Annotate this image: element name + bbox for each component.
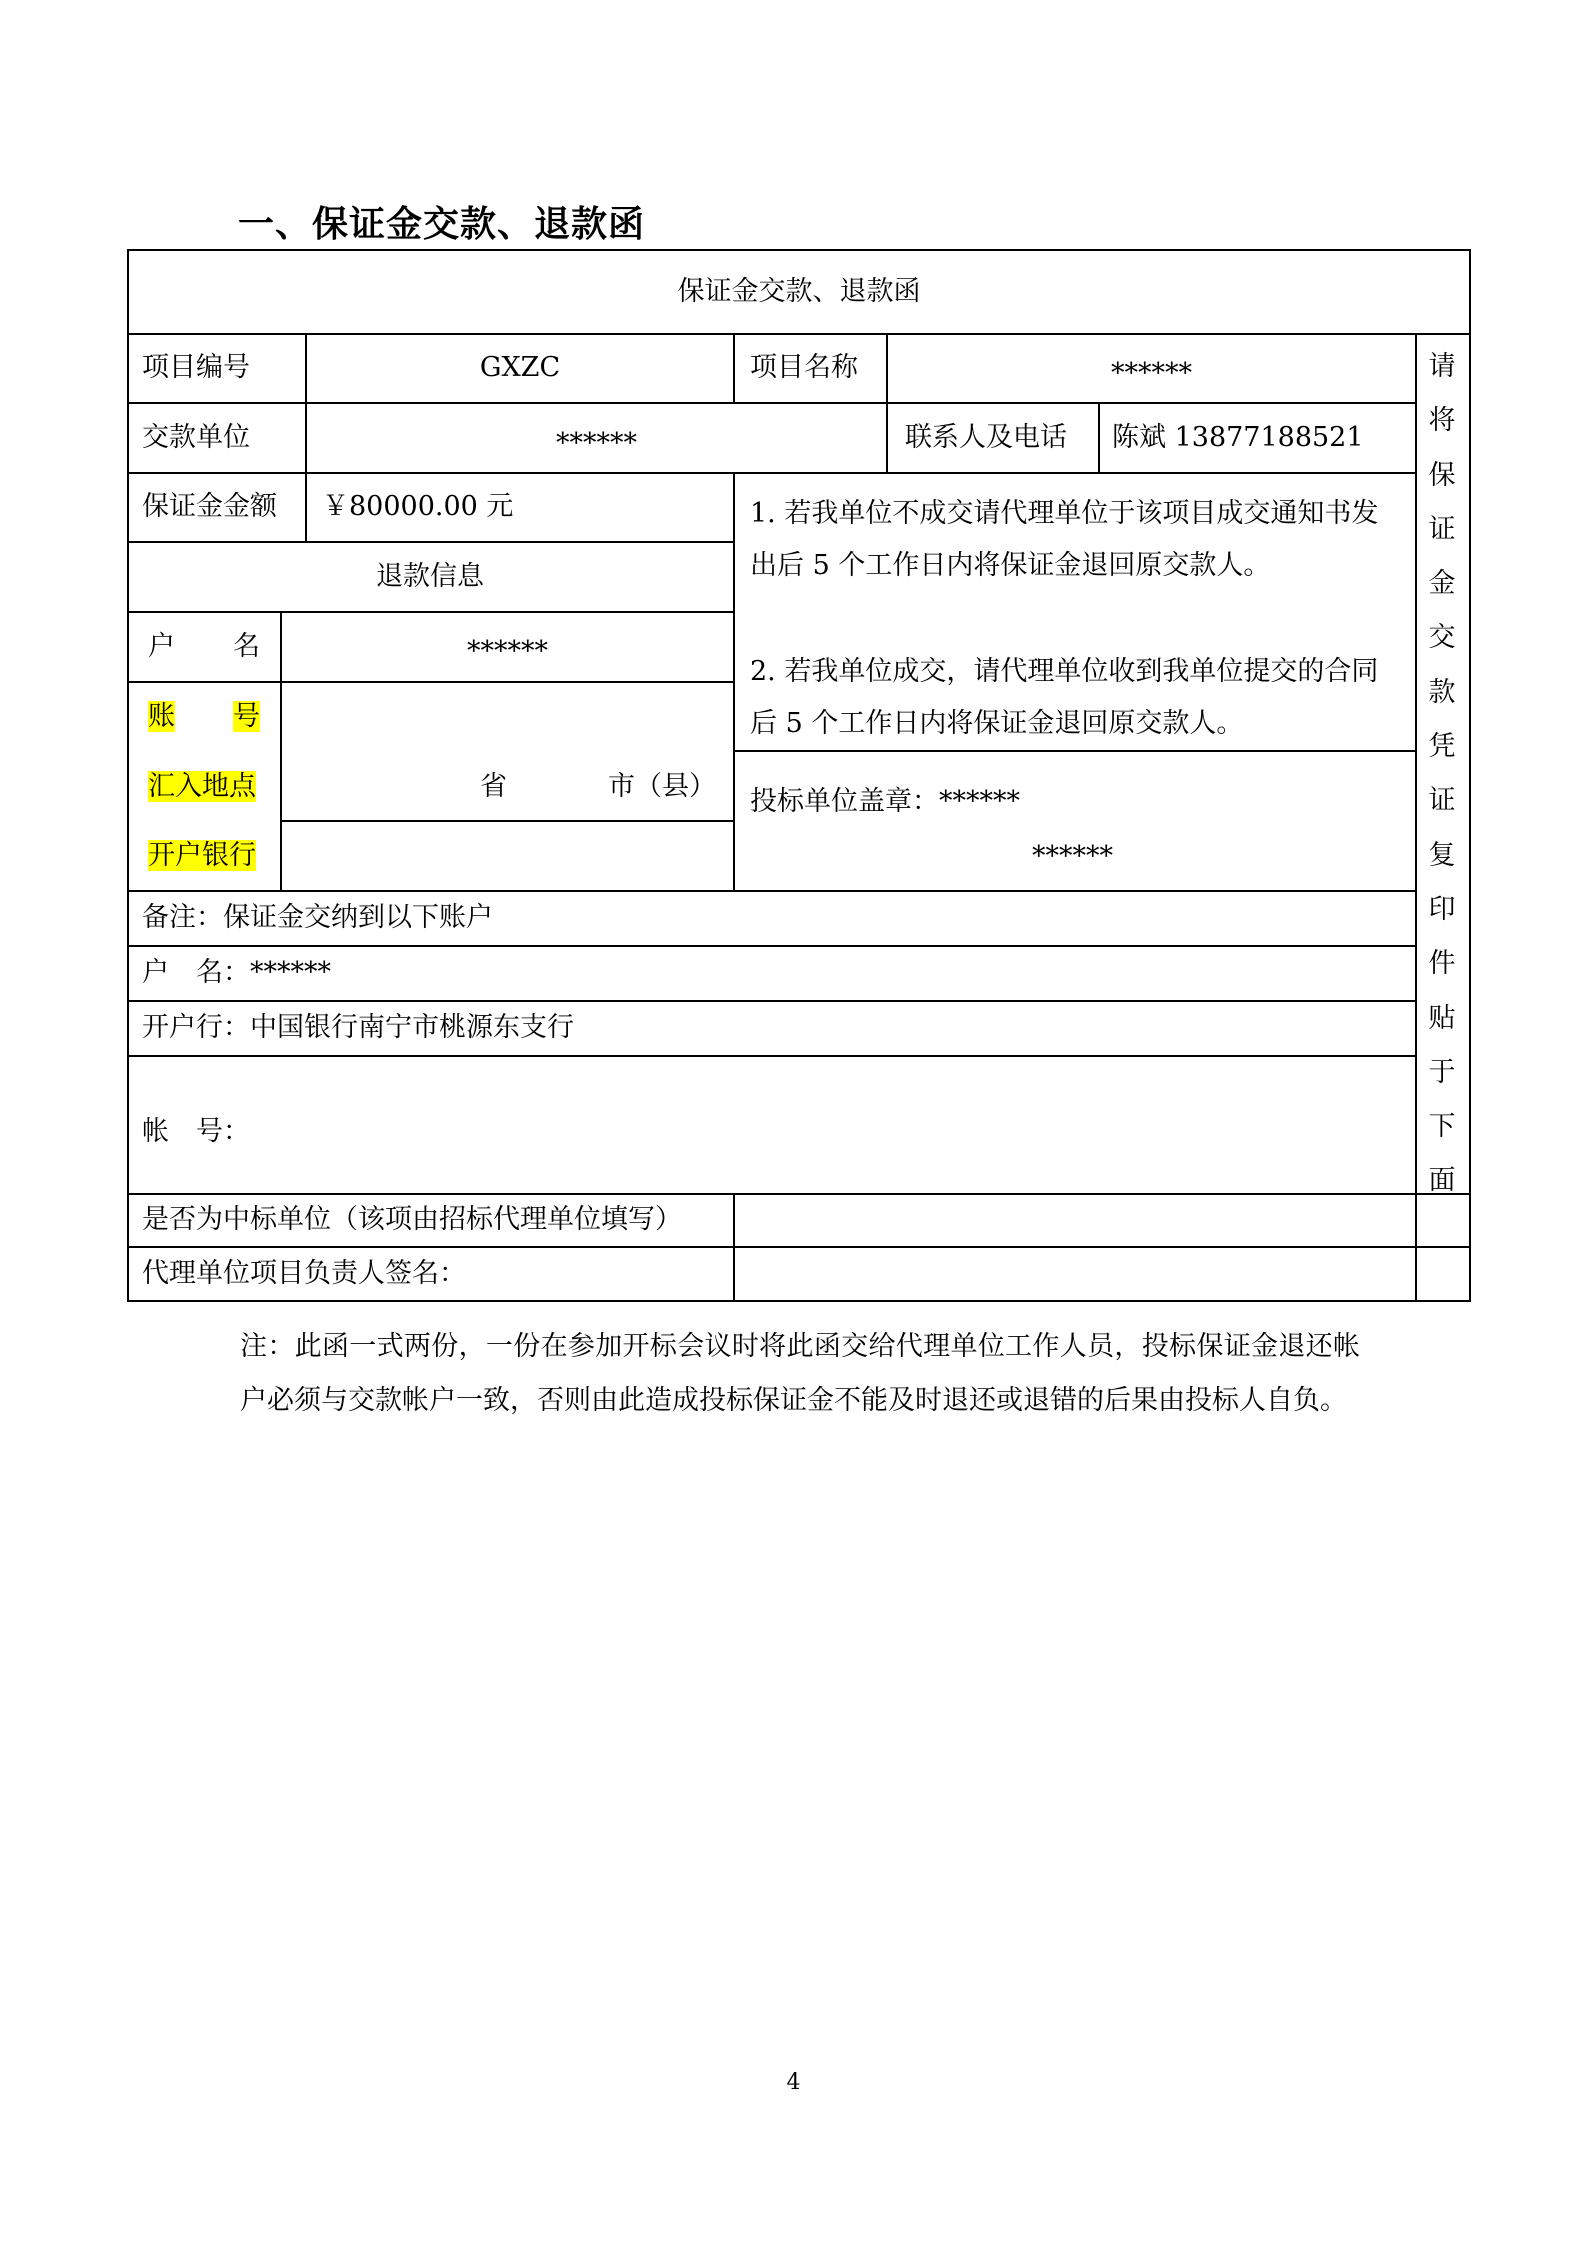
holder-label-2: 名 (233, 631, 260, 662)
province-label: 省 (480, 771, 507, 802)
footnote: 注：此函一式两份，一份在参加开标会议时将此函交给代理单位工作人员，投标保证金退还帐户必须与交款帐户一致，否则由此造成投标保证金不能及时退还或退错的后果由投标人自负。 (240, 1331, 1360, 1416)
section-heading: 一、保证金交款、退款函 (238, 204, 646, 245)
project-no-value: GXZC (479, 352, 561, 383)
refund-header: 退款信息 (376, 561, 484, 592)
holder-label-1: 户 (148, 631, 175, 662)
project-name-label: 项目名称 (750, 352, 858, 383)
holder-value: ****** (467, 636, 548, 667)
clause-1: 1. 若我单位不成交请代理单位于该项目成交通知书发出后 5 个工作日内将保证金退回原交款人。 (750, 498, 1379, 581)
account-label-2: 号 (233, 701, 260, 732)
clause-2: 2. 若我单位成交，请代理单位收到我单位提交的合同后 5 个工作日内将保证金退回原交款人。 (750, 656, 1379, 739)
seal-value: ****** (1032, 841, 1113, 872)
side-note: 请 将 保 证 金 交 款 凭 证 复 印 件 贴 于 下 面 (1428, 351, 1456, 1197)
recv-bank: 开户行：中国银行南宁市桃源东支行 (142, 1012, 574, 1043)
form-title: 保证金交款、退款函 (677, 276, 921, 307)
remit-label: 汇入地点 (148, 771, 256, 802)
recv-holder: 户 名：****** (142, 957, 331, 988)
contact-value: 陈斌 13877188521 (1112, 422, 1364, 453)
account-label-1: 账 (148, 701, 175, 732)
payer-label: 交款单位 (142, 422, 250, 453)
amount-label: 保证金金额 (142, 491, 277, 522)
remark: 备注：保证金交纳到以下账户 (142, 902, 493, 933)
winner-question: 是否为中标单位（该项由招标代理单位填写） (142, 1204, 682, 1235)
page-number: 4 (786, 2070, 801, 2095)
project-no-label: 项目编号 (142, 352, 250, 383)
project-name-value: ****** (1111, 358, 1192, 389)
payer-value: ****** (556, 428, 637, 459)
recv-account: 帐 号： (142, 1116, 250, 1147)
amount-value: ￥80000.00 元 (322, 491, 514, 522)
city-label: 市（县） (608, 771, 716, 802)
agent-sign: 代理单位项目负责人签名： (142, 1258, 466, 1289)
bank-label: 开户银行 (148, 840, 256, 871)
contact-label: 联系人及电话 (905, 422, 1067, 453)
seal-label: 投标单位盖章：****** (750, 786, 1020, 817)
